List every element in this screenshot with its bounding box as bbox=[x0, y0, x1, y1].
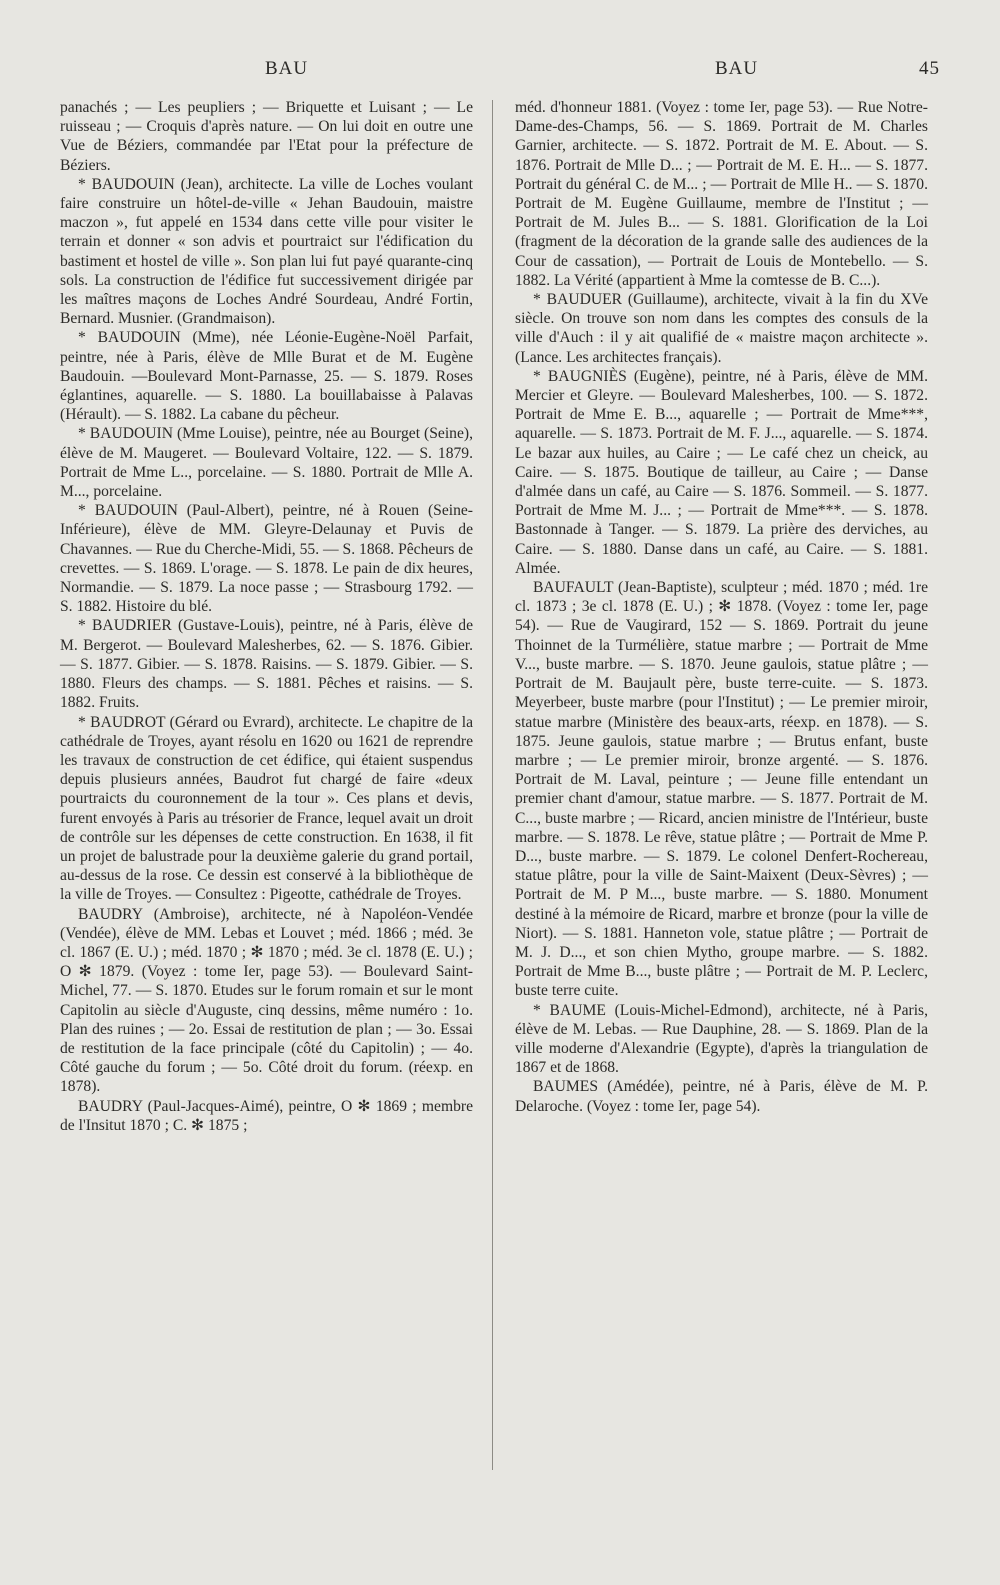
running-header bbox=[60, 58, 940, 88]
entry: * BAUDOUIN (Jean), architecte. La ville de Loches voulant faire construire un hôtel-de-ville « Jehan Baudouin, maistre maczon », fut appelé en 1534 dans cette ville pour visiter le terrain et donner « son advis et pourtraict sur l'édification du bastiment et hostel de ville ». Son plan lui fut payé quarante-cinq sols. La construction de l'édifice fut successivement dirigée par les maîtres maçons de Loches André Sourdeau, André Fortin, Bernard. Musnier. (Grandmaison). bbox=[60, 175, 473, 328]
entry: * BAUDUER (Guillaume), architecte, vivait à la fin du XVe siècle. On trouve son nom dans les comptes des consuls de la ville d'Auch : il y ait qualifié de « maistre maçon architecte ». (Lance. Les architectes français). bbox=[515, 291, 928, 366]
entry: * BAUDOUIN (Mme Louise), peintre, née au Bourget (Seine), élève de M. Maugeret. — Boulevard Voltaire, 122. — S. 1879. Portrait de Mme L.., porcelaine. — S. 1880. Portrait de Mlle A. M..., porcelaine. bbox=[60, 425, 473, 501]
entry: * BAUDRIER (Gustave-Louis), peintre, né à Paris, élève de M. Bergerot. — Boulevard Malesherbes, 62. — S. 1876. Gibier. — S. 1877. Gibier. — S. 1878. Raisins. — S. 1879. Gibier. — S. 1880. Fleurs des champs. — S. 1881. Pêches et raisins. — S. 1882. Fruits. bbox=[60, 617, 473, 712]
entry: BAUDRY (Ambroise), architecte, né à Napoléon-Vendée (Vendée), élève de MM. Lebas et Louvet ; méd. 1866 ; méd. 3e cl. 1867 (E. U.) ; méd. 1870 ; ✻ 1870 ; méd. 3e cl. 1878 (E. U.) ; O ✻ 1879. (Voyez : tome Ier, page 53). — Boulevard Saint-Michel, 77. — S. 1870. Etudes sur le forum romain et sur le mont Capitolin au siècle d'Auguste, cinq dessins, même numéro : 1o. Plan des ruines ; — 2o. Essai de restitution de plan ; — 3o. Essai de restitution de la face principale (côté du Capitolin) ; — 4o. Côté gauche du forum ; — 5o. Côté droit du forum. (réexp. en 1878). bbox=[60, 905, 473, 1096]
entry: * BAUME (Louis-Michel-Edmond), architecte, né à Paris, élève de M. Lebas. — Rue Dauphine, 28. — S. 1869. Plan de la ville moderne d'Alexandrie (Egypte), d'après la triangulation de 1867 et de 1868. bbox=[515, 1001, 928, 1077]
right-column bbox=[515, 98, 928, 1116]
header-left: BAU bbox=[265, 58, 309, 79]
column-divider bbox=[492, 100, 493, 1470]
entry: BAUDRY (Paul-Jacques-Aimé), peintre, O ✻ 1869 ; membre de l'Insitut 1870 ; C. ✻ 1875 ; bbox=[60, 1097, 473, 1134]
entry: BAUMES (Amédée), peintre, né à Paris, élève de M. P. Delaroche. (Voyez : tome Ier, page 54). bbox=[515, 1078, 928, 1115]
paragraph: panachés ; — Les peupliers ; — Briquette et Luisant ; — Le ruisseau ; — Croquis d'après nature. — On lui doit en outre une Vue de Béziers, commandée par l'Etat pour la préfecture de Béziers. bbox=[60, 99, 473, 174]
entry: * BAUDOUIN (Paul-Albert), peintre, né à Rouen (Seine-Inférieure), élève de MM. Gleyre-Delaunay et Puvis de Chavannes. — Rue du Cherche-Midi, 55. — S. 1868. Pêcheurs de crevettes. — S. 1869. L'orage. — S. 1878. Le pain de dix heures, Normandie. — S. 1879. La noce passe ; — Strasbourg 1792. — S. 1882. Histoire du blé. bbox=[60, 502, 473, 616]
left-column bbox=[60, 98, 473, 1135]
entry: * BAUDROT (Gérard ou Evrard), architecte. Le chapitre de la cathédrale de Troyes, ayant résolu en 1620 ou 1621 de reprendre les travaux de construction de cet édifice, qui étaient suspendus depuis plusieurs années, Baudrot fut chargé de faire «deux pourtraicts du couronnement de la tour ». Ces plans et devis, furent envoyés à Paris au trésorier de France, lequel avait un droit de contrôle sur les dépenses de cette construction. En 1638, il fit un projet de balustrade pour la deuxième galerie du grand portail, au-dessus de la rose. Ce dessin est conservé à la bibliothèque de la ville de Troyes. — Consultez : Pigeotte, cathédrale de Troyes. bbox=[60, 713, 473, 904]
page-number: 45 bbox=[919, 58, 940, 79]
paragraph: méd. d'honneur 1881. (Voyez : tome Ier, page 53). — Rue Notre-Dame-des-Champs, 56. — S. 1869. Portrait de M. Charles Garnier, architecte. — S. 1872. Portrait de M. E. About. — S. 1876. Portrait de Mlle D... ; — Portrait de M. E. H... — S. 1877. Portrait du général C. de M... ; — Portrait de Mlle H.. — S. 1870. Portrait de M. Eugène Guillaume, membre de l'Institut ; — Portrait de M. Jules B... — S. 1881. Glorification de la Loi (fragment de la décoration de la grande salle des audiences de la Cour de cassation), — Portrait de Louis de Montebello. — S. 1882. La Vérité (appartient à Mme la comtesse de B. C...). bbox=[515, 99, 928, 289]
entry: * BAUGNIÈS (Eugène), peintre, né à Paris, élève de MM. Mercier et Gleyre. — Boulevard Malesherbes, 100. — S. 1872. Portrait de Mme E. B..., aquarelle ; — Portrait de Mme***, aquarelle. — S. 1873. Portrait de M. F. J..., aquarelle. — S. 1874. Le bazar aux huiles, au Caire ; — Le café chez un cheick, au Caire. — S. 1875. Boutique de tailleur, au Caire ; — Danse d'almée dans un café, au Caire — S. 1876. Sommeil. — S. 1877. Portrait de Mme M. J... ; — Portrait de Mme***. — S. 1878. Bastonnade à Tanger. — S. 1879. La prière des derviches, au Caire. — S. 1880. Danse dans un café, au Caire. — S. 1881. Almée. bbox=[515, 367, 928, 577]
entry: BAUFAULT (Jean-Baptiste), sculpteur ; méd. 1870 ; méd. 1re cl. 1873 ; 3e cl. 1878 (E. U.) ; ✻ 1878. (Voyez : tome Ier, page 54). — Rue de Vaugirard, 152 — S. 1869. Portrait du jeune Thoinnet de la Turmélière, statue marbre ; — Portrait de Mme V..., buste marbre. — S. 1870. Jeune gaulois, statue plâtre ; — Portrait de M. Baujault père, buste terre-cuite. — S. 1873. Meyerbeer, buste marbre (pour l'Institut) ; — Le premier miroir, statue marbre (Ministère des beaux-arts, réexp. en 1878). — S. 1875. Jeune gaulois, statue marbre ; — Brutus enfant, buste marbre ; — Le premier miroir, bronze argenté. — S. 1876. Portrait de M. Laval, peinture ; — Jeune fille entendant un premier chant d'amour, statue marbre. — S. 1877. Portrait de M. C..., buste marbre ; — Ricard, ancien ministre de l'Intérieur, buste marbre. — S. 1878. Le rêve, statue plâtre ; — Portrait de Mme P. D..., buste marbre. — S. 1879. Le colonel Denfert-Rochereau, statue plâtre, pour la ville de Saint-Maixent (Deux-Sèvres) ; — Portrait de M. P M..., buste marbre. — S. 1880. Monument destiné à la mémoire de Ricard, marbre et bronze (pour la ville de Niort). — S. 1881. Hanneton vole, statue plâtre ; — Portrait de M. J. D..., et son chien Mytho, groupe marbre. — S. 1882. Portrait de Mme B..., buste plâtre ; — Portrait de M. P. Leclerc, buste terre cuite. bbox=[515, 579, 928, 1000]
entry: * BAUDOUIN (Mme), née Léonie-Eugène-Noël Parfait, peintre, née à Paris, élève de Mlle Burat et de M. Eugène Baudouin. —Boulevard Mont-Parnasse, 25. — S. 1879. Roses églantines, aquarelle. — S. 1880. La bouillabaisse à Palavas (Hérault). — S. 1882. La cabane du pêcheur. bbox=[60, 329, 473, 424]
header-right: BAU bbox=[715, 58, 759, 79]
